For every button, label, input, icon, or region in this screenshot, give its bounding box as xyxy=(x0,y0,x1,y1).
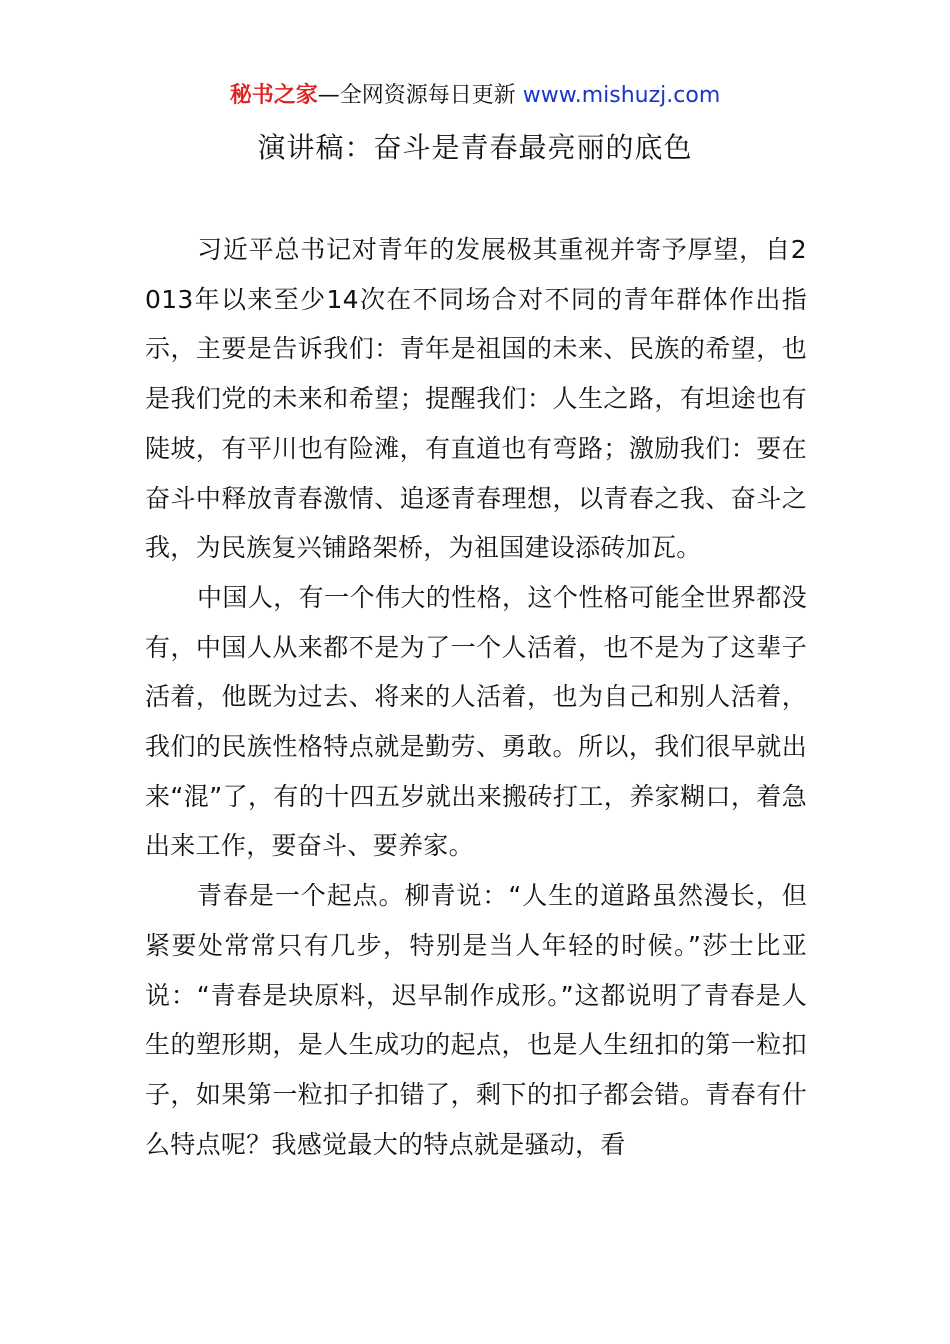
document-body xyxy=(145,225,807,1169)
site-url-link[interactable]: www.mishuzj.com xyxy=(522,83,721,108)
paragraph: 青春是一个起点。柳青说：“人生的道路虽然漫长，但紧要处常常只有几步，特别是当人年轻的时候。”莎士比亚说：“青春是块原料，迟早制作成形。”这都说明了青春是人生的塑形期，是人生成功的起点，也是人生纽扣的第一粒扣子，如果第一粒扣子扣错了，剩下的扣子都会错。青春有什么特点呢？我感觉最大的特点就是骚动，看 xyxy=(145,881,807,1159)
site-header xyxy=(0,80,950,112)
paragraph: 习近平总书记对青年的发展极其重视并寄予厚望，自2013年以来至少14次在不同场合对不同的青年群体作出指示，主要是告诉我们：青年是祖国的未来、民族的希望，也是我们党的未来和希望；提醒我们：人生之路，有坦途也有陡坡，有平川也有险滩，有直道也有弯路；激励我们：要在奋斗中释放青春激情、追逐青春理想，以青春之我、奋斗之我，为民族复兴铺路架桥，为祖国建设添砖加瓦。 xyxy=(145,235,807,563)
brand-name: 秘书之家 xyxy=(229,83,318,108)
paragraph: 中国人，有一个伟大的性格，这个性格可能全世界都没有，中国人从来都不是为了一个人活着，也不是为了这辈子活着，他既为过去、将来的人活着，也为自己和别人活着，我们的民族性格特点就是勤劳、勇敢。所以，我们很早就出来“混”了，有的十四五岁就出来搬砖打工，养家糊口，着急出来工作，要奋斗、要养家。 xyxy=(145,582,807,861)
document-title: 演讲稿：奋斗是青春最亮丽的底色 xyxy=(257,131,693,164)
header-tagline: —全网资源每日更新 xyxy=(317,83,523,108)
